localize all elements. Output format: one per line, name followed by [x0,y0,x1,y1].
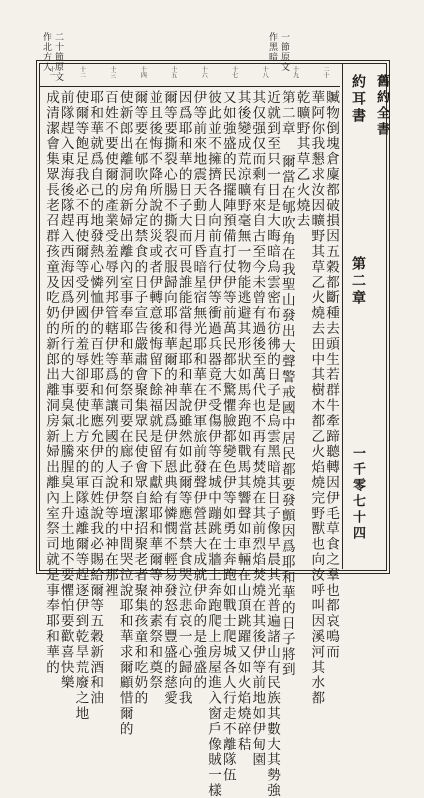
text-column: 百姓不要使爾的產業受羞辱列邦管轄伊等爲何讓列國的人說伊等的神在那裡 [101,90,118,599]
running-head-bookset: 舊約全書 [374,74,389,138]
text-column: 爾等要在郇吹角分定禁食的日子宣告嚴肅會聚集眾民使會眾自潔招聚老者聚集孩童和吃奶的 [131,90,148,706]
verse-number: 十六 [200,66,208,78]
text-column: 使新郎出離洞房新婦出離內室事奉耶和華的祭司要在廊子和祭壇中間哭泣說耶和華求爾顧惜爾的 [116,90,133,737]
text-column: 第二章 爾當在郇吹角在我聖山發出大聲警戒國中居民都要發顫因爲耶和華的日子將到 [278,90,295,678]
text-column: 贓物倒塊倉廩都破損因五穀都斷種去頭生若群牛牽蹄聽轉因伊毛草食之羣也都哀鳴而 [323,90,339,660]
text-column: 彼此並不擁擠各人向前直行伊等衝過兵器竟不受傷伊等在城中蹦跳在牆上奔跑爬上房屋進入窗戶像賊一樣 [205,90,222,798]
text-column: 伊等前來地震天動日月昏暗星宿無光耶和華在伊軍旅前發聲伊營甚大成就伊命的是強盛的 [190,90,207,691]
text-column: 其後變成荒涼曠野毫無一物能逃避其形狀如馬奔跑如戰馬其響聲如車輛在山頂跳躍又如火焰燒碎秸 [234,90,251,753]
text-column: 前隊趕入東海後隊趕入西海因爲伊所行的大事臭氣上騰腥臭上升土地不要懼怕要歡喜快樂 [57,90,74,691]
margin-note-right-b: 作黑暗 [267,32,277,62]
margin-note-left-b: 作北方人 [41,32,51,72]
verse-number: 十五 [169,66,177,78]
verse-number: 十七 [230,66,238,78]
text-column: 因爲耶和華的日子大而可畏誰能當得起耶和華說雖然如此爾等應當禁食哭泣悲哀一心歸向我 [175,90,192,706]
text-column: 並且後悔不降所說的災或者伊轉意後悔留下餘福就是留下獻給耶和華爾等神的素祭和奠祭 [146,90,163,691]
verse-number: 十四 [139,66,147,78]
text-column: 近就到至只一日是大晦暗烏雲密布彷彿的日子是烏雲黑暗其日子像早晨其光普遍諸山有民族其數大其勢強 [264,90,281,798]
running-head-chapter: 第二章 [350,256,366,307]
verse-number: 十一 [48,66,55,78]
verse-number: 十八 [261,66,269,78]
verse-number: 十三 [108,66,116,78]
page-number: 一千零七十四 [350,446,365,542]
running-head-book: 約耳書 [350,74,366,125]
verse-number: 二十 [322,66,329,78]
text-column: 成清潔會集眾長老召群孩童及吃奶的新郎出離洞房新婦出離內室祭司就是事奉耶和華的 [43,90,59,676]
text-column: 又如強盛的民擺陣預備打仗伊等前萬民都大驚懼臉都變色伊等如勇士奔跑如戰士爬城各人行走不離隊伍 [219,90,236,783]
margin-note-right-a: 一節原文 [279,32,289,72]
header-rule [342,63,343,569]
text-column: 其仅强仅而剩有來自古至今未曾有過後至萬代也不再有焚燒在其前烈焰焚燒在其後伊等前地如伊甸園 [249,90,266,768]
verse-number: 十二 [78,66,86,78]
margin-note-left-a: 二十節原文 [53,32,63,82]
text-column: 爾等要撕裂心腸不撕裂衣服歸向耶和華爾的神因爲伊有恩典有憐憫不輕易發怒有豐盛的慈愛 [160,90,177,706]
text-column: 乾曠野其草乙火燒去 [293,90,310,229]
verse-number: 十九 [291,66,299,78]
text-column: 使爾等飽足我必不再使爾等受列國的羞辱卻要使北方來的軍隊遠離爾等趕逐伊到乾旱荒廢之地 [72,90,89,722]
text-column: 華阿你我懇求汝因曠野其草乙火燒去田中其樹木都乙火焰燒完野獸也向汝呼叫因溪河其水都 [308,90,325,706]
text-column: 耶和華就爲自己的地發熱心憐恤伊的百姓耶和華應允伊的百姓說我必賜給爾等五穀新酒和油 [87,90,104,706]
